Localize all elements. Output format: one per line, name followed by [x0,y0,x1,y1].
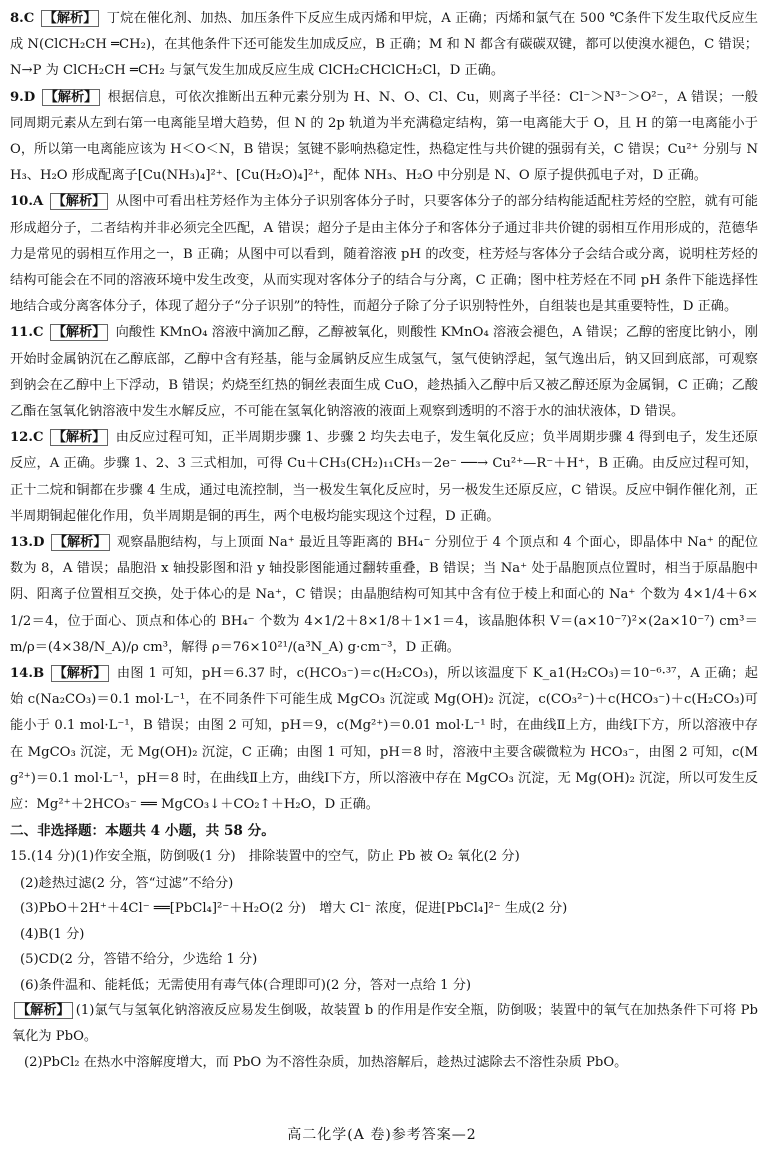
answer-number: 11.C [10,325,44,341]
answer-9 [10,85,758,190]
q15-line-5: (5)CD(2 分，答错不给分，少选给 1 分) [20,952,258,968]
analysis-tag: 【解析】 [51,665,110,682]
answer-12 [10,425,758,530]
answer-8 [10,6,758,85]
q15-line-3: (3)PbO＋2H⁺＋4Cl⁻ ══[PbCl₄]²⁻＋H₂O(2 分) 增大 Cl⁻ 浓度，促进[PbCl₄]²⁻ 生成(2 分) [20,901,568,917]
explain-text: (1)氯气与氢氧化钠溶液反应易发生倒吸，故装置 b 的作用是作安全瓶，防倒吸；装置中的氧气在加热条件下可将 Pb 氧化为 PbO。 [12,1003,758,1045]
answer-content [10,6,758,1076]
answer-number: 10.A [10,194,44,210]
analysis-tag: 【解析】 [42,89,101,106]
answer-14 [10,661,758,818]
analysis-tag: 【解析】 [51,534,110,551]
q15-line-2: (2)趁热过滤(2 分，答“过滤”不给分) [20,875,234,891]
answer-number: 12.C [10,430,44,446]
analysis-tag: 【解析】 [14,1002,73,1019]
analysis-tag: 【解析】 [50,193,109,210]
answer-number: 9.D [10,89,36,105]
answer-11 [10,320,758,425]
analysis-tag: 【解析】 [50,429,109,446]
answer-number: 14.B [10,666,45,682]
answer-text: 根据信息，可依次推断出五种元素分别为 H、N、O、Cl、Cu，则离子半径：Cl⁻＞N³⁻＞O²⁻，A 错误；一般同周期元素从左到右第一电离能呈增大趋势，但 N 的 2p 轨道为半充满稳定结构，第一电离能大于 O，且 H 的第一电离能小于 O，所以第一电离能应该为 H＜O＜N，B 错误；氢键不影响热稳定性，热稳定性与共价键的强弱有关，C 错误；Cu²⁺ 分别与 NH₃、H₂O 形成配离子[Cu(NH₃)₄]²⁺、[Cu(H₂O)₄]²⁺，配体 NH₃、H₂O 中分别是 N、O 原子提供孤电子对，D 正确。 [10,89,758,184]
analysis-tag: 【解析】 [50,324,109,341]
answer-10 [10,189,758,320]
answer-text: 从图中可看出柱芳烃作为主体分子识别客体分子时，只要客体分子的部分结构能适配柱芳烃的空腔，就有可能形成超分子，二者结构并非必须完全匹配，A 错误；超分子是由主体分子和客体分子通过非共价键的弱相互作用形成的，范德华力是常见的弱相互作用之一，B 正确；从图中可以看到，随着溶液 pH 的改变，柱芳烃与客体分子会结合或分离，说明柱芳烃的结构可能会在不同的溶液环境中发生改变，从而实现对客体分子的结合与分离，C 正确；图中柱芳烃在不同 pH 条件下能选择性地结合或分离客体分子，体现了超分子“分子识别”的特性，而超分子除了分子识别特性外，自组装也是其重要特性，D 正确。 [10,194,758,315]
answer-text: 丁烷在催化剂、加热、加压条件下反应生成丙烯和甲烷，A 正确；丙烯和氯气在 500 ℃条件下发生取代反应生成 N(ClCH₂CH ═CH₂)，在其他条件下还可能发生加成反应，B 正确；M 和 N 都含有碳碳双键，都可以使溴水褪色，C 错误；N→P 为 ClCH₂CH ═CH₂ 与氯气发生加成反应生成 ClCH₂CHClCH₂Cl，D 正确。 [10,11,758,79]
answer-text: 由反应过程可知，正半周期步骤 1、步骤 2 均失去电子，发生氧化反应；负半周期步骤 4 得到电子，发生还原反应，A 正确。步骤 1、2、3 三式相加，可得 Cu＋CH₃(CH₂)₁₁CH₃－2e⁻ ──→ Cu²⁺—R⁻＋H⁺，B 正确。由反应过程可知，正十二烷和铜都在步骤 4 生成，通过电流控制，当一极发生氧化反应时，另一极发生还原反应，C 错误。反应中铜作催化剂，正半周期铜起催化作用，负半周期是铜的再生，两个电极均能实现这个过程，D 正确。 [10,430,758,524]
q15-explain-1 [10,998,758,1050]
q15-line-1: 15.(14 分)(1)作安全瓶，防倒吸(1 分) 排除装置中的空气，防止 Pb 被 O₂ 氧化(2 分) [10,849,520,865]
answer-text: 观察晶胞结构，与上顶面 Na⁺ 最近且等距离的 BH₄⁻ 分别位于 4 个顶点和 4 个面心，即晶体中 Na⁺ 的配位数为 8，A 错误；晶胞沿 x 轴投影图和沿 y 轴投影图能通过翻转重叠，B 错误；当 Na⁺ 处于晶胞顶点位置时，相当于原晶胞中阴、阳离子位置相互交换，处于体心的是 Na⁺，C 错误；由晶胞结构可知其中含有位于棱上和面心的 Na⁺ 个数为 4×1/4＋6×1/2＝4，位于面心、顶点和体心的 BH₄⁻ 个数为 4×1/2＋8×1/8＋1×1＝4，该晶胞体积 V＝(a×10⁻⁷)²×(2a×10⁻⁷) cm³＝m/ρ＝(4×38/N_A)/ρ cm³，解得 ρ＝76×10²¹/(a³N_A) g·cm⁻³，D 正确。 [10,535,758,655]
answer-number: 8.C [10,11,35,26]
page-footer: 高二化学(A 卷)参考答案—2 [287,1127,477,1143]
analysis-tag: 【解析】 [41,10,100,27]
answer-text: 由图 1 可知，pH＝6.37 时，c(HCO₃⁻)＝c(H₂CO₃)，所以该温度下 K_a1(H₂CO₃)＝10⁻⁶·³⁷，A 正确；起始 c(Na₂CO₃)＝0.1 mol·L⁻¹，在不同条件下可能生成 MgCO₃ 沉淀或 Mg(OH)₂ 沉淀，c(CO₃²⁻)＋c(HCO₃⁻)＋c(H₂CO₃)可能小于 0.1 mol·L⁻¹，B 错误；由图 2 可知，pH＝9，c(Mg²⁺)＝0.01 mol·L⁻¹ 时，在曲线Ⅱ上方，曲线Ⅰ下方，所以溶液中存在 MgCO₃ 沉淀，无 Mg(OH)₂ 沉淀，C 正确；由图 1 可知，pH＝8 时，溶液中主要含碳微粒为 HCO₃⁻，由图 2 可知，c(Mg²⁺)＝0.1 mol·L⁻¹，pH＝8 时，在曲线Ⅱ上方，曲线Ⅰ下方，所以溶液中存在 MgCO₃ 沉淀，无 Mg(OH)₂ 沉淀，所以可发生反应：Mg²⁺＋2HCO₃⁻ ══ MgCO₃↓＋CO₂↑＋H₂O，D 正确。 [10,666,758,813]
q15-line-6: (6)条件温和、能耗低；无需使用有毒气体(合理即可)(2 分，答对一点给 1 分) [20,977,472,993]
section-heading: 二、非选择题：本题共 4 小题，共 58 分。 [10,823,275,840]
q15-explain-2: (2)PbCl₂ 在热水中溶解度增大，而 PbO 为不溶性杂质，加热溶解后，趁热过滤除去不溶性杂质 PbO。 [24,1055,628,1071]
answer-13 [10,530,758,661]
answer-number: 13.D [10,535,45,551]
answer-text: 向酸性 KMnO₄ 溶液中滴加乙醇，乙醇被氧化，则酸性 KMnO₄ 溶液会褪色，A 错误；乙醇的密度比钠小，刚开始时金属钠沉在乙醇底部，乙醇中含有羟基，能与金属钠反应生成氢气，氢气使钠浮起，氢气逸出后，钠又回到底部，可观察到钠会在乙醇中上下浮动，B 错误；灼烧至红热的铜丝表面生成 CuO，趁热插入乙醇中后又被乙醇还原为金属铜，C 正确；乙酸乙酯在氢氧化钠溶液中发生水解反应，不可能在氢氧化钠溶液的液面上观察到透明的不溶于水的油状液体，D 错误。 [10,325,758,420]
q15-line-4: (4)B(1 分) [20,926,85,942]
